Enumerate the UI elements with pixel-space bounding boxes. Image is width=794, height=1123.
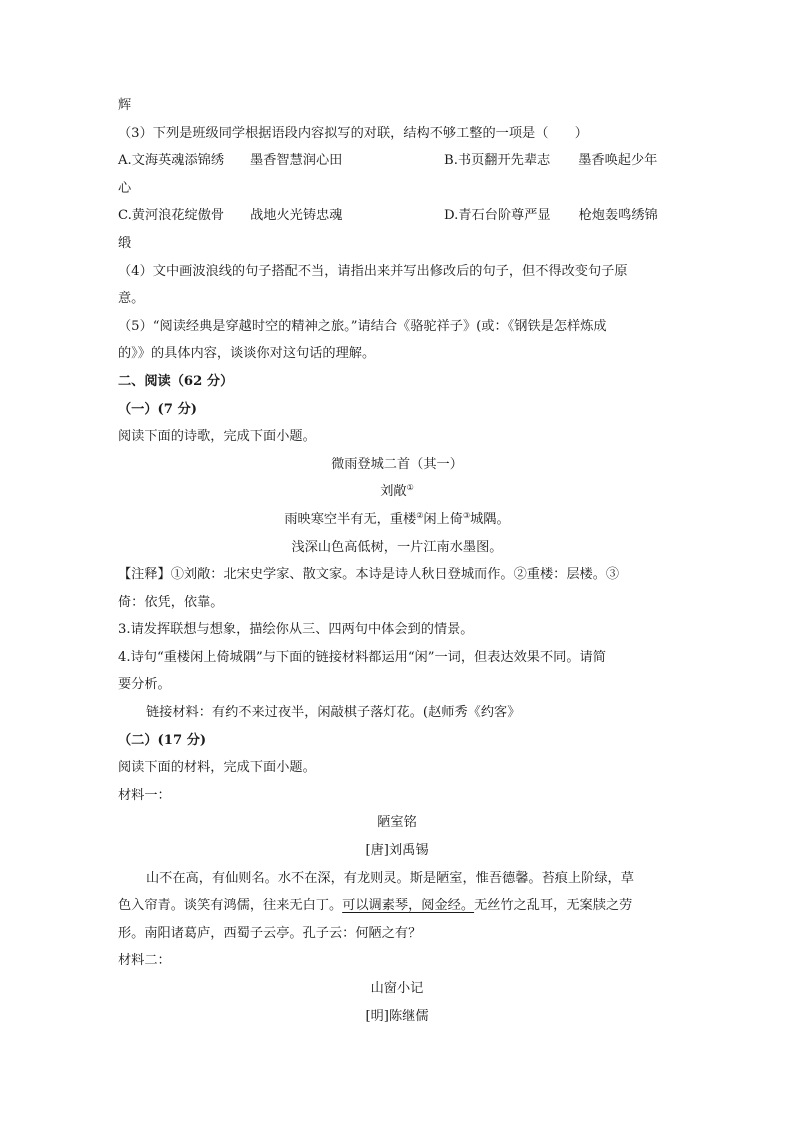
- material-label: 材料一：: [118, 787, 171, 803]
- text-body: 色入帘青。谈笑有鸿儒，往来无白丁。可以调素琴，阅金经。无丝竹之乱耳，无案牍之劳: [118, 898, 633, 914]
- text-line: 的》》的具体内容，谈谈你对这句话的理解。: [118, 346, 376, 362]
- question-4: （4）文中画波浪线的句子搭配不当，请指出来并写出修改后的句子，但不得改变句子原: [118, 263, 628, 279]
- part-heading: （一）(7 分): [118, 401, 197, 417]
- options-row-cd: [118, 202, 676, 230]
- section-heading: 二、阅读（62 分）: [118, 373, 234, 389]
- text-line: 辉: [118, 98, 132, 113]
- option-b: B.书页翻开先辈志 墨香唤起少年: [444, 153, 658, 169]
- options-row-ab: [118, 147, 676, 175]
- question-5: （5）“阅读经典是穿越时空的精神之旅。”请结合《骆驼祥子》(或：《钢铁是怎样炼成: [118, 318, 607, 334]
- text-line: 意。: [118, 291, 145, 307]
- poem-author: 刘敞①: [380, 483, 414, 500]
- link-material: 链接材料：有约不来过夜半，闲敲棋子落灯花。(赵师秀《约客》: [146, 705, 521, 721]
- material-label: 材料二：: [118, 953, 171, 969]
- text-line: 心: [118, 180, 132, 196]
- text-line: 要分析。: [118, 677, 171, 693]
- option-a: A.文海英魂添锦绣 墨香智慧润心田: [118, 153, 343, 169]
- text-author: [明]陈继儒: [365, 1008, 429, 1024]
- poem-title: 微雨登城二首（其一）: [331, 456, 463, 472]
- part-heading: （二）(17 分): [118, 732, 207, 748]
- text-author: [唐]刘禹锡: [365, 843, 429, 859]
- question-3-poem: 3.请发挥联想与想象，描绘你从三、四两句中体会到的情景。: [118, 622, 474, 638]
- annotation: 【注释】①刘敞：北宋史学家、散文家。本诗是诗人秋日登城而作。②重楼：层楼。③: [118, 567, 620, 583]
- underlined-sentence: 可以调素琴，阅金经。: [342, 898, 475, 914]
- text-title: 山窗小记: [370, 981, 424, 996]
- text-body: 形。南阳诸葛庐，西蜀子云亭。孔子云：何陋之有？: [118, 925, 422, 941]
- poem-line-2: 浅深山色高低树，一片江南水墨图。: [291, 539, 503, 555]
- option-c: C.黄河浪花绽傲骨 战地火光铸忠魂: [118, 208, 343, 224]
- poem-line-1: 雨映寒空半有无，重楼②闲上倚③城隅。: [284, 510, 510, 527]
- text-title: 陋室铭: [377, 815, 417, 831]
- question-3: （3）下列是班级同学根据语段内容拟写的对联，结构不够工整的一项是（ ）: [118, 125, 588, 141]
- annotation: 倚：依凭，依靠。: [118, 594, 224, 610]
- instruction: 阅读下面的材料，完成下面小题。: [118, 760, 316, 776]
- option-d: D.青石台阶尊严显 枪炮轰鸣绣锦: [444, 208, 658, 224]
- text-body: 山不在高，有仙则名。水不在深，有龙则灵。斯是陋室，惟吾德馨。苔痕上阶绿，草: [146, 870, 634, 886]
- instruction: 阅读下面的诗歌，完成下面小题。: [118, 429, 316, 445]
- text-line: 缎: [118, 235, 132, 251]
- document-page: [118, 92, 676, 1030]
- question-4-poem: 4.诗句“重楼闲上倚城隅”与下面的链接材料都运用“闲”一词，但表达效果不同。请简: [118, 649, 606, 665]
